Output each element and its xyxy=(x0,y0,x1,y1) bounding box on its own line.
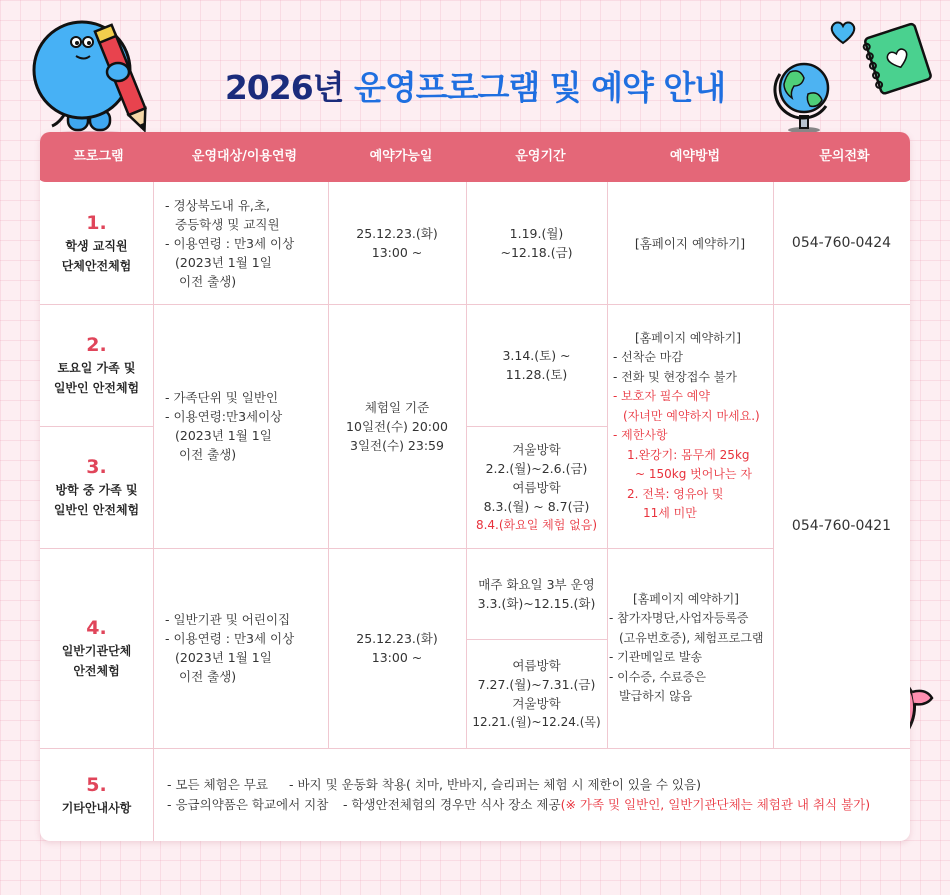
period-cell-2 xyxy=(466,304,607,426)
method-line: 1.완강기: 몸무게 25kg xyxy=(627,447,750,462)
program-1-number: 1. xyxy=(86,212,107,234)
header-program: 프로그램 xyxy=(73,149,124,164)
program-1 xyxy=(40,182,153,304)
header-reserve-date: 예약가능일 xyxy=(369,149,433,164)
target-line: (2023년 1월 1일 xyxy=(175,254,272,270)
title-rest: 운영프로그램 및 예약 안내 xyxy=(354,68,726,107)
period-cell-1 xyxy=(466,182,607,304)
period-line: 여름방학 xyxy=(512,657,561,673)
program-5 xyxy=(40,748,153,841)
heart-icon xyxy=(828,18,858,46)
target-line: (2023년 1월 1일 xyxy=(175,428,272,443)
reserve-date-line: 체험일 기준 xyxy=(364,399,430,415)
period-line: 12.21.(월)~12.24.(목) xyxy=(472,714,601,729)
program-2-number: 2. xyxy=(86,334,107,356)
program-3-name: 방학 중 가족 및 xyxy=(55,483,138,497)
target-line: - 일반기관 및 어린이집 xyxy=(165,612,291,627)
header-phone: 문의전화 xyxy=(819,149,870,164)
program-4 xyxy=(40,548,153,748)
period-line: 겨울방학 xyxy=(512,441,561,457)
note-free: - 모든 체험은 무료 xyxy=(167,776,268,792)
note-line-2 xyxy=(167,795,870,815)
program-4-name: 안전체험 xyxy=(73,664,120,678)
reserve-date-line: 3일전(수) 23:59 xyxy=(350,437,444,453)
reserve-date-line: 25.12.23.(화) xyxy=(356,226,438,241)
target-cell-1 xyxy=(153,182,328,304)
program-3-name: 일반인 안전체험 xyxy=(53,503,140,517)
program-2-name: 일반인 안전체험 xyxy=(53,381,140,395)
method-line: - 제한사항 xyxy=(613,428,668,442)
program-5-name: 기타안내사항 xyxy=(61,800,132,815)
method-cell-23 xyxy=(607,304,773,548)
note-meal-warning: (※ 가족 및 일반인, 일반기관단체는 체험관 내 취식 불가) xyxy=(560,796,871,812)
note-medicine: - 응급의약품은 학교에서 지참 xyxy=(167,796,329,812)
period-line: 겨울방학 xyxy=(512,695,561,711)
reserve-date-cell-4 xyxy=(328,548,466,748)
program-3-number: 3. xyxy=(86,456,107,478)
phone-cell-1 xyxy=(773,182,910,304)
note-meal: - 학생안전체험의 경우만 식사 장소 제공 xyxy=(342,796,561,812)
method-line: 2. 전복: 영유아 및 xyxy=(627,486,724,501)
method-line: - 보호자 필수 예약 xyxy=(613,389,710,403)
method-line: 11세 미만 xyxy=(643,506,697,520)
method-line: - 이수증, 수료증은 xyxy=(609,669,706,684)
period-cell-3 xyxy=(466,426,607,548)
method-line: - 참가자명단,사업자등록증 xyxy=(609,611,749,625)
method-cell-1 xyxy=(607,182,773,304)
target-line: - 이용연령:만3세이상 xyxy=(165,409,283,424)
notes-cell xyxy=(153,748,910,841)
period-line: 매주 화요일 3부 운영 xyxy=(478,576,595,592)
target-line: 이전 출생) xyxy=(179,273,237,289)
phone-cell-234 xyxy=(773,304,910,748)
period-note: 8.4.(화요일 체험 없음) xyxy=(475,517,598,532)
program-5-number: 5. xyxy=(86,773,107,796)
target-line: 중등학생 및 교직원 xyxy=(175,216,280,232)
target-line: 이전 출생) xyxy=(179,447,237,462)
target-cell-23 xyxy=(153,304,328,548)
target-line: 이전 출생) xyxy=(179,669,237,684)
reserve-date-line: 13:00 ~ xyxy=(371,650,423,665)
header-period: 운영기간 xyxy=(515,149,566,164)
note-clothing: - 바지 및 운동화 착용( 치마, 반바지, 슬리퍼는 체험 시 제한이 있을 수 있음) xyxy=(288,776,701,792)
target-cell-4 xyxy=(153,548,328,748)
period-line: 1.19.(월) xyxy=(509,226,564,241)
program-1-name: 단체안전체험 xyxy=(61,259,132,273)
period-cell-4a xyxy=(466,548,607,639)
program-table xyxy=(40,132,910,841)
method-cell-4 xyxy=(607,548,773,748)
period-line: 2.2.(월)~2.6.(금) xyxy=(485,460,588,476)
program-1-name: 학생 교직원 xyxy=(65,239,128,253)
period-cell-4b xyxy=(466,639,607,748)
reserve-date-cell-23 xyxy=(328,304,466,548)
method-line: ~ 150kg 벗어나는 자 xyxy=(635,467,752,481)
globe-icon xyxy=(768,54,838,134)
header-method: 예약방법 xyxy=(669,149,721,164)
period-line: 7.27.(월)~7.31.(금) xyxy=(477,676,596,692)
target-line: - 이용연령 : 만3세 이상 xyxy=(165,631,295,646)
target-line: - 이용연령 : 만3세 이상 xyxy=(165,235,295,251)
method-line: - 전화 및 현장접수 불가 xyxy=(613,369,737,384)
homepage-reservation-link[interactable]: [홈페이지 예약하기] xyxy=(633,591,739,606)
program-2 xyxy=(40,304,153,426)
phone-number: 054-760-0424 xyxy=(791,234,892,251)
phone-number: 054-760-0421 xyxy=(791,517,892,534)
program-3 xyxy=(40,426,153,548)
period-line: 8.3.(월) ~ 8.7(금) xyxy=(483,498,590,514)
period-line: 여름방학 xyxy=(512,479,561,495)
blue-ball-mascot-with-pencil-icon xyxy=(20,12,160,137)
program-4-number: 4. xyxy=(86,617,107,639)
table-header xyxy=(40,132,910,182)
reserve-date-line: 10일전(수) 20:00 xyxy=(346,418,448,434)
target-line: (2023년 1월 1일 xyxy=(175,650,272,665)
program-2-name: 토요일 가족 및 xyxy=(57,361,136,375)
method-line: 발급하지 않음 xyxy=(619,689,693,703)
note-line-1 xyxy=(167,775,701,795)
method-line: - 선착순 마감 xyxy=(613,350,683,364)
period-line: 3.3.(화)~12.15.(화) xyxy=(477,595,596,611)
reserve-date-line: 13:00 ~ xyxy=(371,245,423,260)
reserve-date-line: 25.12.23.(화) xyxy=(356,631,438,646)
reserve-date-cell-1 xyxy=(328,182,466,304)
homepage-reservation-link[interactable]: [홈페이지 예약하기] xyxy=(635,330,741,345)
period-line: 3.14.(토) ~ xyxy=(502,348,571,363)
period-line: ~12.18.(금) xyxy=(500,245,573,260)
target-line: - 가족단위 및 일반인 xyxy=(165,390,279,405)
target-line: - 경상북도내 유,초, xyxy=(165,197,270,213)
homepage-reservation-link[interactable]: [홈페이지 예약하기] xyxy=(634,235,746,251)
period-line: 11.28.(토) xyxy=(505,367,568,382)
title-year: 2026년 xyxy=(224,68,344,107)
program-4-name: 일반기관단체 xyxy=(61,644,132,658)
method-line: - 기관메일로 발송 xyxy=(609,650,703,664)
notebook-icon xyxy=(858,20,936,98)
method-line: (고유번호증), 체험프로그램 xyxy=(619,630,764,645)
method-line: (자녀만 예약하지 마세요.) xyxy=(623,408,760,423)
header-target: 운영대상/이용연령 xyxy=(191,149,298,164)
